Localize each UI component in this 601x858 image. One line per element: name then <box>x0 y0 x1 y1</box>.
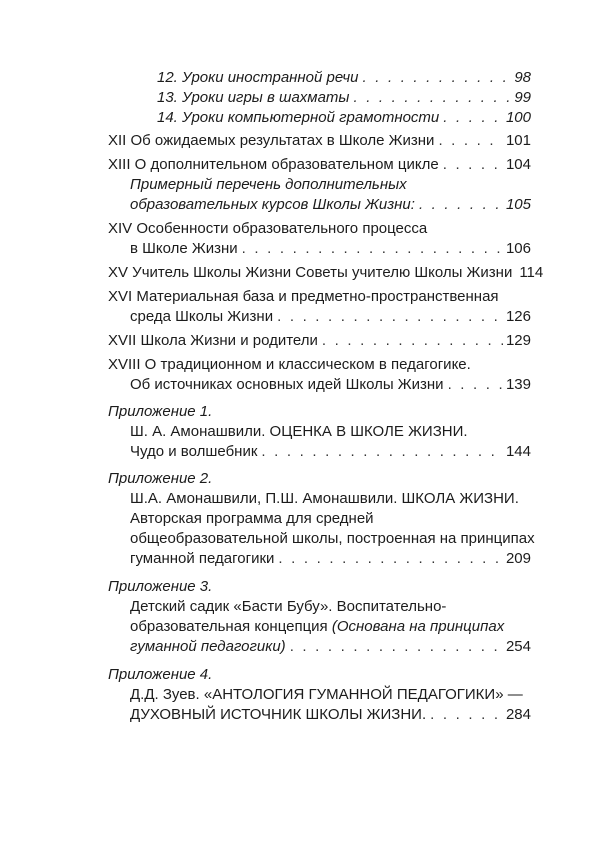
toc-page-number: 104 <box>505 156 531 173</box>
toc-entry <box>108 155 531 175</box>
dot-leader <box>430 705 503 725</box>
toc-entry <box>130 307 531 327</box>
toc-page-number: 101 <box>505 132 531 149</box>
toc-entry <box>157 68 531 88</box>
appendix-heading: Приложение 2. <box>108 470 213 487</box>
toc-entry-title: Чудо и волшебник <box>130 443 258 460</box>
dot-leader <box>448 375 503 395</box>
toc-entry-title: образовательных курсов Школы Жизни: <box>130 196 415 213</box>
dot-leader <box>443 155 503 175</box>
toc-entry-title: гуманной педагогики) <box>130 638 286 655</box>
toc-page-number: 105 <box>505 196 531 213</box>
toc-entry-title: Ш. А. Амонашвили. ОЦЕНКА В ШКОЛЕ ЖИЗНИ. <box>130 423 468 440</box>
toc-entry <box>130 705 531 725</box>
toc-page-number: 126 <box>505 308 531 325</box>
dot-leader <box>419 195 503 215</box>
dot-leader <box>353 88 511 108</box>
toc-page-number: 144 <box>505 443 531 460</box>
dot-leader <box>290 637 503 657</box>
toc-entry <box>130 239 531 259</box>
toc-entry-title: XV Учитель Школы Жизни Советы учителю Школы Жизни <box>108 264 513 281</box>
toc-page-number: 209 <box>505 550 531 567</box>
toc-page-number: 106 <box>505 240 531 257</box>
toc-entry-title: XIV Особенности образовательного процесса <box>108 220 428 237</box>
appendix-heading: Приложение 1. <box>108 403 213 420</box>
toc-entry <box>157 108 531 128</box>
dot-leader <box>278 549 503 569</box>
toc-entry-title: XII Об ожидаемых результатах в Школе Жизни <box>108 132 435 149</box>
toc-entry <box>130 637 531 657</box>
toc-entry <box>108 263 544 283</box>
toc-entry-title: 12. Уроки иностранной речи <box>157 69 359 86</box>
toc-entry-title: XIII О дополнительном образовательном цикле <box>108 156 439 173</box>
toc-entry-title: ДУХОВНЫЙ ИСТОЧНИК ШКОЛЫ ЖИЗНИ. <box>130 706 427 723</box>
dot-leader <box>242 239 503 259</box>
toc-entry-title: в Школе Жизни <box>130 240 238 257</box>
toc-entry <box>157 88 531 108</box>
toc-page-number: 129 <box>505 332 531 349</box>
toc-entry-title: Авторская программа для средней <box>130 510 374 527</box>
appendix-heading: Приложение 4. <box>108 666 213 683</box>
toc-page-number: 139 <box>505 376 531 393</box>
toc-page-number: 254 <box>505 638 531 655</box>
toc-entry-title: XVII Школа Жизни и родители <box>108 332 318 349</box>
toc-entry-title: общеобразовательной школы, построенная на принципах <box>130 530 535 547</box>
toc-entry-title: XVIII О традиционном и классическом в педагогике. <box>108 356 471 373</box>
toc-entry-title: Примерный перечень дополнительных <box>130 176 407 193</box>
dot-leader <box>438 131 503 151</box>
toc-entry-title: Ш.А. Амонашвили, П.Ш. Амонашвили. ШКОЛА ЖИЗНИ. <box>130 490 519 507</box>
toc-entry-title: XVI Материальная база и предметно-пространственная <box>108 288 499 305</box>
dot-leader <box>443 108 503 128</box>
appendix-heading: Приложение 3. <box>108 578 213 595</box>
toc-entry <box>130 442 531 462</box>
toc-entry-title-italic: (Основана на принципах <box>331 618 505 635</box>
dot-leader <box>277 307 503 327</box>
toc-entry-title: 13. Уроки игры в шахматы <box>157 89 350 106</box>
toc-entry-title: Об источниках основных идей Школы Жизни <box>130 376 444 393</box>
toc-entry-title: среда Школы Жизни <box>130 308 274 325</box>
dot-leader <box>261 442 503 462</box>
toc-entry-title <box>130 617 504 637</box>
dot-leader <box>322 331 503 351</box>
toc-page-number: 100 <box>505 109 531 126</box>
toc-page-number: 114 <box>519 264 544 281</box>
toc-entry-title-normal: образовательная концепция <box>130 618 332 635</box>
toc-entry-title: гуманной педагогики <box>130 550 275 567</box>
toc-page-number: 98 <box>514 69 531 86</box>
toc-entry-title: 14. Уроки компьютерной грамотности <box>157 109 440 126</box>
toc-entry-title: Д.Д. Зуев. «АНТОЛОГИЯ ГУМАННОЙ ПЕДАГОГИКИ» — <box>130 686 523 703</box>
toc-page-number: 284 <box>505 706 531 723</box>
toc-entry <box>108 331 531 351</box>
toc-entry <box>130 549 531 569</box>
dot-leader <box>362 68 511 88</box>
toc-entry <box>130 195 531 215</box>
toc-entry <box>108 131 531 151</box>
toc-page-number: 99 <box>514 89 531 106</box>
toc-entry <box>130 375 531 395</box>
toc-entry-title: Детский садик «Басти Бубу». Воспитательно- <box>130 598 447 615</box>
